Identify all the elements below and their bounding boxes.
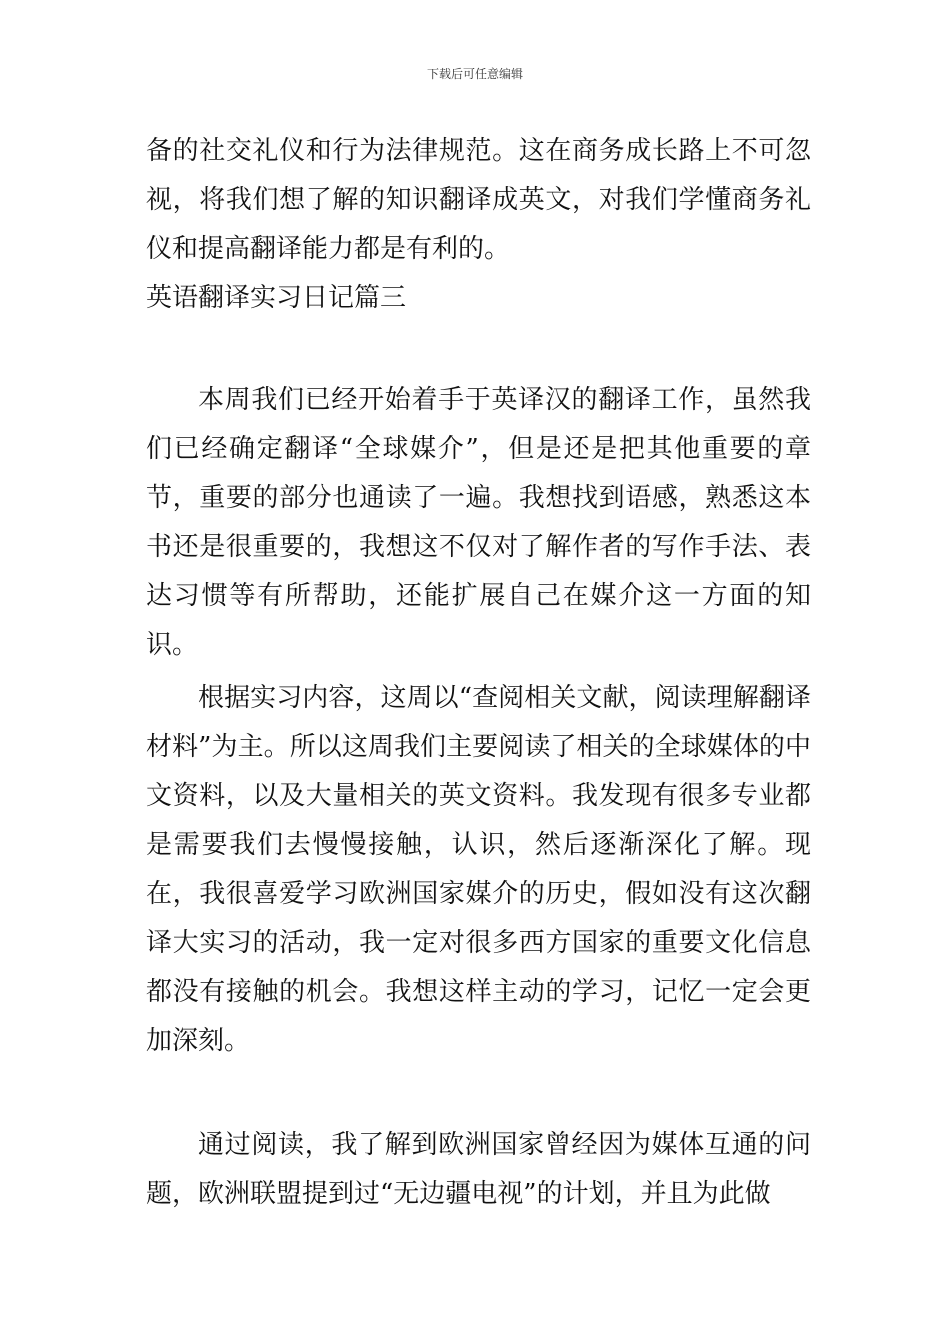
- paragraph-1: [146, 376, 811, 670]
- section-heading: [146, 274, 811, 323]
- section-heading-text: 英语翻译实习日记篇三: [146, 283, 407, 313]
- intro-paragraph-text: 备的社交礼仪和行为法律规范。这在商务成长路上不可忽视，将我们想了解的知识翻译成英文，对我们学懂商务礼仪和提高翻译能力都是有利的。: [146, 136, 811, 264]
- intro-paragraph: [146, 127, 811, 274]
- paragraph-1-text: 本周我们已经开始着手于英译汉的翻译工作，虽然我们已经确定翻译“全球媒介”，但是还是把其他重要的章节，重要的部分也通读了一遍。我想找到语感，熟悉这本书还是很重要的，我想这不仅对了解作者的写作手法、表达习惯等有所帮助，还能扩展自己在媒介这一方面的知识。: [146, 385, 811, 660]
- paragraph-2: [146, 674, 811, 1066]
- paragraph-3: [146, 1121, 811, 1219]
- paragraph-2-text: 根据实习内容，这周以“查阅相关文献，阅读理解翻译材料”为主。所以这周我们主要阅读了相关的全球媒体的中文资料，以及大量相关的英文资料。我发现有很多专业都是需要我们去慢慢接触，认识，然后逐渐深化了解。现在，我很喜爱学习欧洲国家媒介的历史，假如没有这次翻译大实习的活动，我一定对很多西方国家的重要文化信息都没有接触的机会。我想这样主动的学习，记忆一定会更加深刻。: [146, 683, 811, 1056]
- page-header: 下载后可任意编辑: [426, 67, 523, 81]
- paragraph-3-text: 通过阅读，我了解到欧洲国家曾经因为媒体互通的问题，欧洲联盟提到过“无边疆电视”的计划，并且为此做: [146, 1130, 811, 1209]
